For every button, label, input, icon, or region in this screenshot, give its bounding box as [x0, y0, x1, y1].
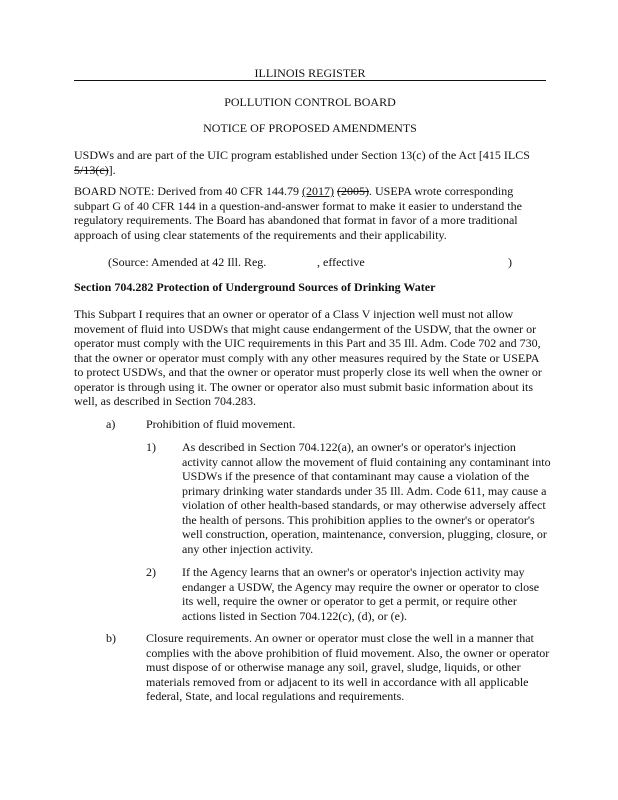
register-header: ILLINOIS REGISTER	[74, 66, 546, 81]
source-effective: , effective	[317, 255, 365, 269]
intro-deleted-citation: 5/13(c)	[74, 162, 109, 177]
source-left: (Source: Amended at 42 Ill. Reg.	[108, 255, 267, 269]
board-note	[74, 184, 550, 242]
item-a-label: a)	[106, 417, 116, 431]
item-a-title: Prohibition of fluid movement.	[146, 417, 296, 431]
board-note-lead: BOARD NOTE: Derived from 40 CFR 144.79	[74, 184, 302, 198]
section-body: This Subpart I requires that an owner or operator of a Class V injection well must not allow movement of fluid into USDWs that might cause endangerment of the USDW, that the owner or operator must comply with the UIC requirements in this Part and 35 Ill. Adm. Code 702 and 730, that the owner or operator must comply with any other measures required by the State or USEPA to protect USDWs, and that the owner or operator must properly close its well when the owner or operator is through using it. The owner or operator also must submit basic information about its well, as described in Section 704.283.	[74, 307, 542, 408]
item-a1-text: As described in Section 704.122(a), an owner's or operator's injection activity cannot allow the movement of fluid containing any contaminant into USDWs if the presence of that contaminant may cause a violation of the primary drinking water standards under 35 Ill. Adm. Code 611, may cause a violation of other health-based standards, or may otherwise adversely affect the health of persons. This prohibition applies to the owner's or operator's well construction, operation, maintenance, conversion, plugging, closure, or any other injection activity.	[182, 440, 551, 556]
intro-end: ].	[108, 162, 116, 177]
intro-text: USDWs and are part of the UIC program established under Section 13(c) of the Act [415 ILCS	[74, 148, 530, 162]
intro-paragraph	[74, 148, 550, 177]
item-a1-label: 1)	[146, 440, 156, 454]
board-header: POLLUTION CONTROL BOARD	[224, 95, 396, 109]
source-close: )	[508, 255, 512, 269]
item-a2-text: If the Agency learns that an owner's or operator's injection activity may endanger a USDW, the Agency may require the owner or operator to close its well, require the owner or operator to get a permit, or require other actions listed in Section 704.122(c), (d), or (e).	[182, 565, 540, 623]
board-note-added: (2017)	[302, 184, 334, 198]
item-b-label: b)	[106, 631, 116, 645]
board-note-rest: . USEPA wrote corresponding subpart G of 40 CFR 144 in a question-and-answer format to make it easier to understand the regulatory requirements. The Board has abandoned that format in favor of a more traditional approach of using clear statements of the requirements and their applicability.	[74, 184, 522, 242]
section-heading: Section 704.282 Protection of Underground Sources of Drinking Water	[74, 280, 436, 294]
board-note-deleted: (2005)	[337, 184, 369, 198]
notice-header: NOTICE OF PROPOSED AMENDMENTS	[203, 121, 417, 135]
item-b-text: Closure requirements. An owner or operator must close the well in a manner that complies with the above prohibition of fluid movement. Also, the owner or operator must dispose of or otherwise manage any soil, gravel, sludge, liquids, or other materials removed from or adjacent to its well in accordance with all applicable federal, State, and local regulations and requirements.	[146, 631, 550, 703]
item-a2-label: 2)	[146, 565, 156, 579]
